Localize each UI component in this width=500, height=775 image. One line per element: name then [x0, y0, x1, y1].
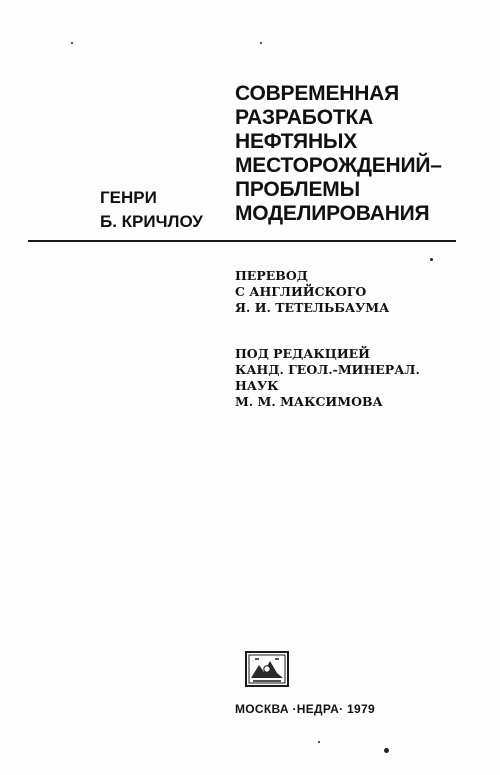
- scan-speck: [71, 42, 73, 44]
- book-title: [235, 82, 475, 226]
- scan-speck: [260, 42, 262, 44]
- editor-line: ПОД РЕДАКЦИЕЙ: [235, 346, 370, 361]
- scan-speck: [318, 741, 320, 743]
- translation-credit: [235, 268, 389, 316]
- editor-line: НАУК: [235, 378, 279, 393]
- book-title-line: ПРОБЛЕМЫ: [235, 178, 360, 201]
- scan-speck: [430, 258, 433, 261]
- horizontal-rule: [28, 240, 456, 242]
- author-first-name: ГЕНРИ: [100, 188, 157, 207]
- translation-line: С АНГЛИЙСКОГО: [235, 284, 367, 299]
- book-title-line: МЕСТОРОЖДЕНИЙ–: [235, 154, 442, 177]
- editor-credit: [235, 346, 420, 410]
- editor-name: М. М. МАКСИМОВА: [235, 394, 383, 409]
- author-last-name: Б. КРИЧЛОУ: [100, 212, 203, 231]
- book-title-line: СОВРЕМЕННАЯ: [235, 82, 400, 105]
- publisher-imprint: МОСКВА ·НЕДРА· 1979: [235, 702, 375, 716]
- book-title-line: РАЗРАБОТКА: [235, 106, 374, 129]
- author-name: [100, 186, 203, 234]
- scan-speck: [384, 748, 389, 753]
- book-title-line: НЕФТЯНЫХ: [235, 130, 358, 153]
- book-title-line: МОДЕЛИРОВАНИЯ: [235, 202, 430, 225]
- editor-line: КАНД. ГЕОЛ.-МИНЕРАЛ.: [235, 362, 420, 377]
- publisher-logo-icon: [245, 651, 289, 687]
- translation-line: ПЕРЕВОД: [235, 268, 308, 283]
- translator-name: Я. И. ТЕТЕЛЬБАУМА: [235, 300, 390, 315]
